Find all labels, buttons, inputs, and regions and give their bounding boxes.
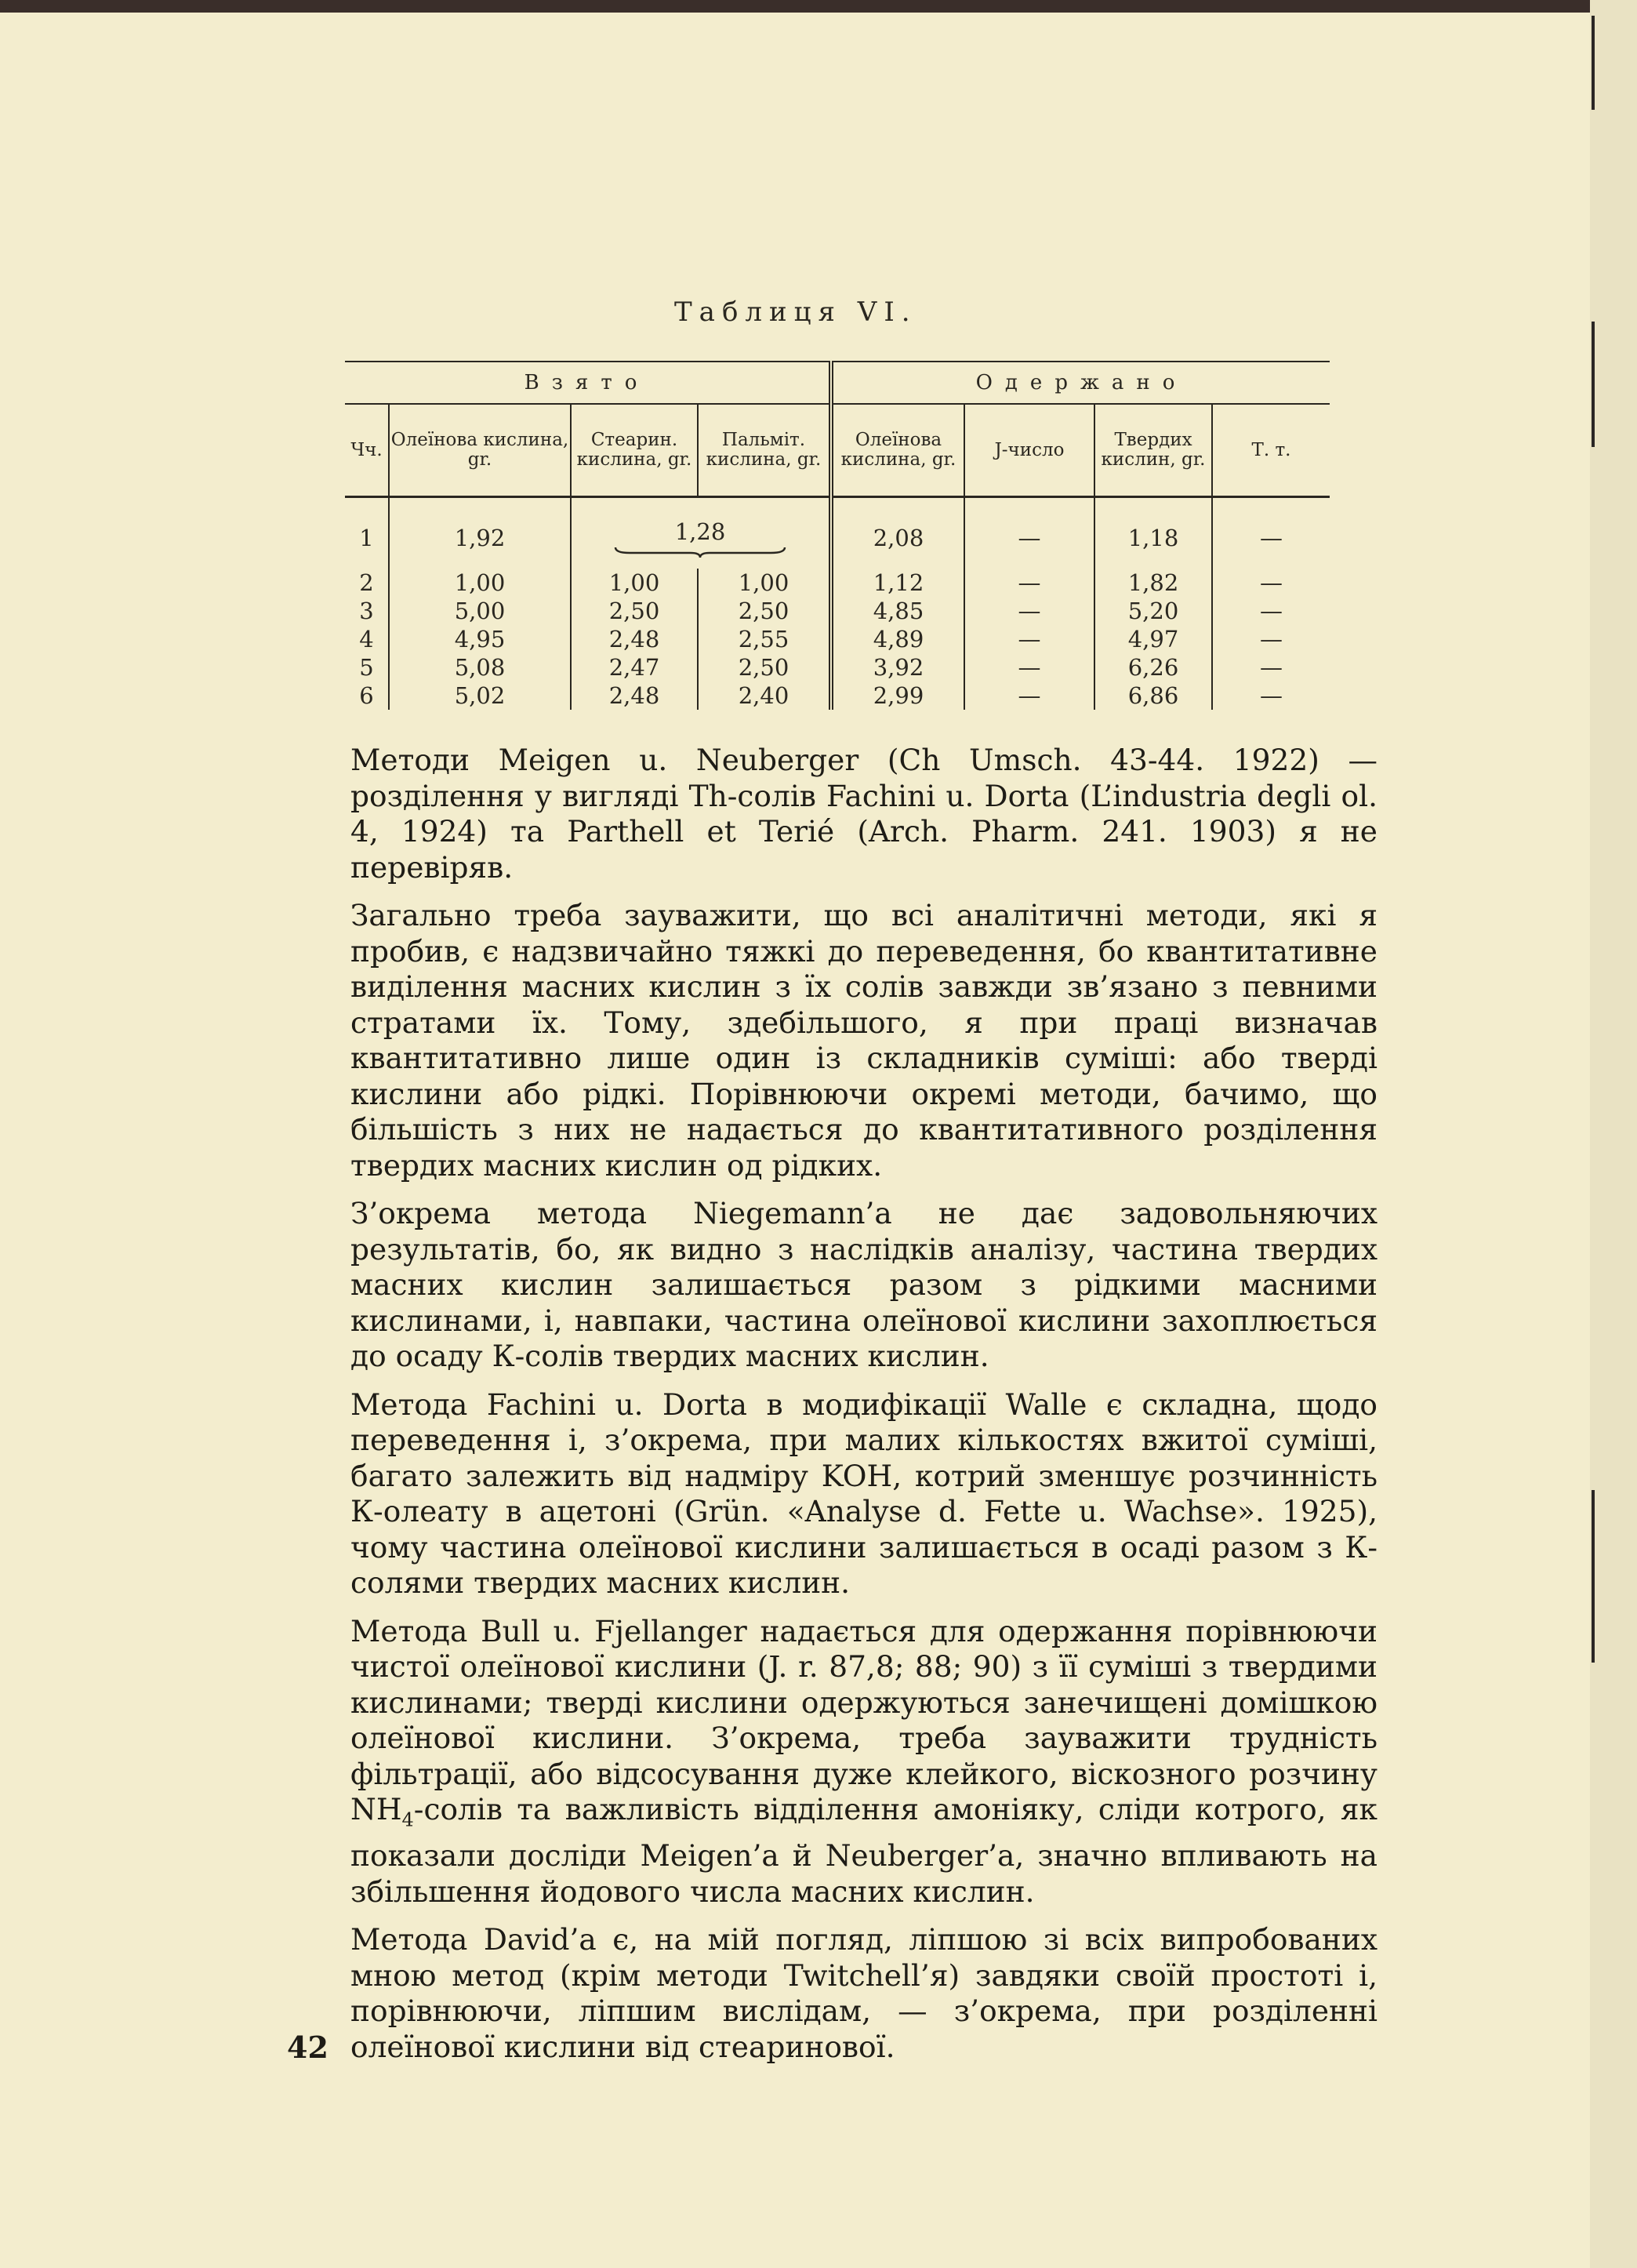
paragraph <box>350 1614 1377 1910</box>
paragraph: Метода Fachini u. Dorta в модифікації Walle є складна, щодо переведення і, з’окрема, при малих кількостях вжитої суміші, багато залежить від надміру KOH, котрий зменшує розчинність К-олеату в ацетоні (Grün. «Analyse d. Fette u. Wachse». 1925), чому частина олеїнової кислини залишається в осаді разом з К-солями твердих масних кислин. <box>350 1387 1377 1600</box>
cell-stearin-palmit-combined <box>571 497 831 569</box>
table-column-header <box>345 404 1330 497</box>
data-table <box>345 361 1330 710</box>
cell-stearin: 1,00 <box>571 569 698 597</box>
cell-j-number: — <box>964 653 1094 681</box>
cell-olein-taken: 4,95 <box>389 625 571 653</box>
cell-palmit: 2,40 <box>698 681 831 710</box>
cell-stearin: 2,50 <box>571 597 698 625</box>
table-row <box>345 681 1330 710</box>
scan-edge-mark <box>1592 322 1595 447</box>
cell-number: 1 <box>359 525 374 551</box>
cell-melting-point: — <box>1212 653 1330 681</box>
cell-olein-obtained: 4,85 <box>831 597 964 625</box>
group-obtained: Одержано <box>831 362 1330 404</box>
paragraph: Методи Meigen u. Neuberger (Ch Umsch. 43-44. 1922) — розділення у вигляді Th-солів Fachini u. Dorta (L’industria degli ol. 4, 1924) та Parthell et Terié (Arch. Pharm. 241. 1903) я не перевіряв. <box>350 743 1377 885</box>
cell-olein-taken: 5,00 <box>389 597 571 625</box>
cell-melting-point: — <box>1212 625 1330 653</box>
cell-palmit: 2,55 <box>698 625 831 653</box>
cell-number: 4 <box>359 626 374 652</box>
paragraph: Метода David’а є, на мій погляд, ліпшою зі всіх випробованих мною метод (крім методи Twitchell’я) завдяки своїй простоті і, порівнюючи, ліпшим вислідам, — з’окрема, при розділенні олеїнової кислини від стеаринової. <box>350 1922 1377 2064</box>
scan-edge-mark <box>1592 1490 1595 1663</box>
cell-olein-taken: 5,08 <box>389 653 571 681</box>
cell-olein-obtained: 2,99 <box>831 681 964 710</box>
paragraph-part: -солів та важливість відділення амоніяку, сліди котрого, як показали досліди Meigen’а й Neuberger’а, значно впливають на збільшення йодового числа масних кислин. <box>350 1792 1377 1909</box>
cell-olein-obtained: 4,89 <box>831 625 964 653</box>
cell-melting-point: — <box>1212 497 1330 569</box>
page-right-margin <box>1590 0 1637 2268</box>
paragraph: Загально треба зауважити, що всі аналітичні методи, які я пробив, є надзвичайно тяжкі до переведення, бо квантитативне виділення масних кислин з їх солів завжди зв’язано з певними стратами їх. Тому, здебільшого, я при праці визначав квантитативно лише один із складників суміші: або тверді кислини або рідкі. Порівнюючи окремі методи, бачимо, що більшість з них не надається до квантитативного розділення твердих масних кислин од рідких. <box>350 898 1377 1183</box>
col-header-olein-taken: Олеїнова кислина, gr. <box>389 404 571 497</box>
cell-number: 3 <box>359 598 374 624</box>
cell-stearin: 2,48 <box>571 625 698 653</box>
col-header-stearin: Стеарин. кислина, gr. <box>571 404 698 497</box>
table-row <box>345 569 1330 597</box>
cell-j-number: — <box>964 569 1094 597</box>
cell-number: 5 <box>359 654 374 681</box>
brace-icon <box>614 546 786 558</box>
cell-solid-acids: 1,18 <box>1094 497 1212 569</box>
table-row <box>345 597 1330 625</box>
cell-number: 6 <box>359 682 374 709</box>
cell-palmit: 2,50 <box>698 597 831 625</box>
table-title: Таблиця VI. <box>674 296 917 328</box>
cell-j-number: — <box>964 681 1094 710</box>
cell-olein-taken: 1,92 <box>389 497 571 569</box>
table-group-header <box>345 362 1330 404</box>
cell-number: 2 <box>359 569 374 596</box>
table-row <box>345 497 1330 569</box>
cell-olein-obtained: 1,12 <box>831 569 964 597</box>
combined-value: 1,28 <box>674 518 726 545</box>
cell-olein-taken: 5,02 <box>389 681 571 710</box>
cell-melting-point: — <box>1212 569 1330 597</box>
col-header-solid-acids: Твердих кислин, gr. <box>1094 404 1212 497</box>
group-taken: Взято <box>345 362 831 404</box>
cell-palmit: 2,50 <box>698 653 831 681</box>
cell-j-number: — <box>964 625 1094 653</box>
col-header-palmit: Пальміт. кислина, gr. <box>698 404 831 497</box>
col-header-melting-point: Т. т. <box>1212 404 1330 497</box>
col-header-j-number: J-число <box>964 404 1094 497</box>
cell-solid-acids: 6,26 <box>1094 653 1212 681</box>
paragraph: З’окрема метода Niegemann’а не дає задовольняючих результатів, бо, як видно з наслідків аналізу, частина твердих масних кислин залишається разом з рідкими масними кислинами, і, навпаки, частина олеїнової кислини захоплюється до осаду К-солів твердих масних кислин. <box>350 1196 1377 1373</box>
cell-olein-obtained: 3,92 <box>831 653 964 681</box>
cell-melting-point: — <box>1212 597 1330 625</box>
table-row <box>345 653 1330 681</box>
cell-j-number: — <box>964 497 1094 569</box>
subscript: 4 <box>401 1808 414 1831</box>
col-header-number: Чч. <box>345 404 389 497</box>
cell-solid-acids: 4,97 <box>1094 625 1212 653</box>
table-row <box>345 625 1330 653</box>
scan-edge-mark <box>1592 16 1595 110</box>
cell-j-number: — <box>964 597 1094 625</box>
cell-olein-obtained: 2,08 <box>831 497 964 569</box>
body-text <box>350 743 1377 2077</box>
cell-stearin: 2,48 <box>571 681 698 710</box>
cell-olein-taken: 1,00 <box>389 569 571 597</box>
scan-top-edge <box>0 0 1637 13</box>
page-number: 42 <box>287 2030 328 2065</box>
cell-palmit: 1,00 <box>698 569 831 597</box>
cell-stearin: 2,47 <box>571 653 698 681</box>
cell-melting-point: — <box>1212 681 1330 710</box>
col-header-olein-obtained: Олеїнова кислина, gr. <box>831 404 964 497</box>
paragraph-part: Метода Bull u. Fjellanger надається для одержання порівнюючи чистої олеїнової кислини (J. r. 87,8; 88; 90) з її суміші з твердими кислинами; тверді кислини одержуються занечищені домішкою олеїнової кислини. З’окрема, треба зауважити трудність фільтрації, або відсосування дуже клейкого, віскозного розчину NH <box>350 1613 1377 1826</box>
cell-solid-acids: 5,20 <box>1094 597 1212 625</box>
cell-solid-acids: 6,86 <box>1094 681 1212 710</box>
cell-solid-acids: 1,82 <box>1094 569 1212 597</box>
